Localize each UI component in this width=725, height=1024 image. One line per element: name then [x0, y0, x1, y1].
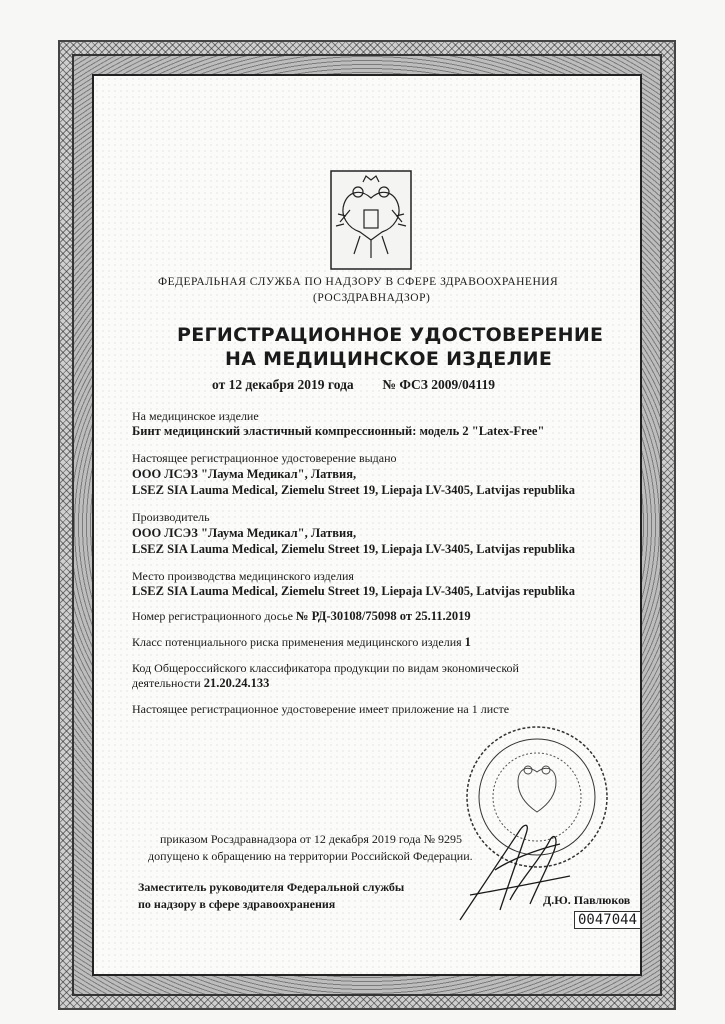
production-site-label: Место производства медицинского изделия	[132, 569, 354, 583]
risk-class-label: Класс потенциального риска применения медицинского изделия	[132, 635, 462, 649]
signatory-position: Заместитель руководителя Федеральной службы	[138, 880, 405, 894]
date-label: от	[212, 377, 226, 392]
okpd-row	[132, 676, 269, 691]
okpd-label: Код Общероссийского классификатора продукции по видам экономической	[132, 661, 519, 675]
device-value: Бинт медицинский эластичный компрессионный: модель 2 "Latex-Free"	[132, 424, 545, 438]
signatory-position-cont: по надзору в сфере здравоохранения	[138, 897, 336, 911]
dossier-value: № РД-30108/75098 от 25.11.2019	[295, 609, 471, 623]
document-subtitle: НА МЕДИЦИНСКОЕ ИЗДЕЛИЕ	[225, 348, 553, 370]
document-title: РЕГИСТРАЦИОННОЕ УДОСТОВЕРЕНИЕ	[177, 324, 604, 346]
issued-to-label: Настоящее регистрационное удостоверение выдано	[132, 451, 397, 465]
admission-line: допущено к обращению на территории Российской Федерации.	[148, 849, 473, 863]
device-label: На медицинское изделие	[132, 409, 259, 423]
serial-number: 0047044	[574, 911, 641, 929]
manufacturer-value-ru: ООО ЛСЭЗ "Лаума Медикал", Латвия,	[132, 526, 357, 540]
manufacturer-label: Производитель	[132, 510, 210, 524]
signatory-name: Д.Ю. Павлюков	[543, 893, 631, 907]
dossier-row	[132, 609, 471, 624]
handwritten-signature-icon	[440, 800, 590, 930]
agency-short-name: (РОСЗДРАВНАДЗОР)	[313, 292, 431, 304]
number-label: №	[382, 377, 396, 392]
russian-double-headed-eagle-icon	[330, 170, 412, 270]
agency-name: ФЕДЕРАЛЬНАЯ СЛУЖБА ПО НАДЗОРУ В СФЕРЕ ЗДРАВООХРАНЕНИЯ	[158, 276, 559, 288]
certificate-number: ФСЗ 2009/04119	[399, 377, 495, 392]
okpd-value: 21.20.24.133	[203, 676, 270, 690]
order-line: приказом Росздравнадзора от 12 декабря 2019 года № 9295	[160, 832, 463, 846]
issued-to-value-ru: ООО ЛСЭЗ "Лаума Медикал", Латвия,	[132, 467, 357, 481]
issued-to-value-en: LSEZ SIA Lauma Medical, Ziemelu Street 19, Liepaja LV-3405, Latvijas republika	[132, 483, 575, 497]
certificate-date: 12 декабря 2019 года	[228, 377, 354, 392]
okpd-label-cont: деятельности	[132, 676, 201, 690]
risk-class-value: 1	[464, 635, 471, 649]
manufacturer-value-en: LSEZ SIA Lauma Medical, Ziemelu Street 19, Liepaja LV-3405, Latvijas republika	[132, 542, 575, 556]
production-site-value: LSEZ SIA Lauma Medical, Ziemelu Street 19, Liepaja LV-3405, Latvijas republika	[132, 584, 575, 598]
risk-class-row	[132, 635, 471, 650]
dossier-label: Номер регистрационного досье	[132, 609, 293, 623]
certificate-date-row	[212, 377, 495, 393]
appendix-note: Настоящее регистрационное удостоверение имеет приложение на 1 листе	[132, 702, 510, 716]
